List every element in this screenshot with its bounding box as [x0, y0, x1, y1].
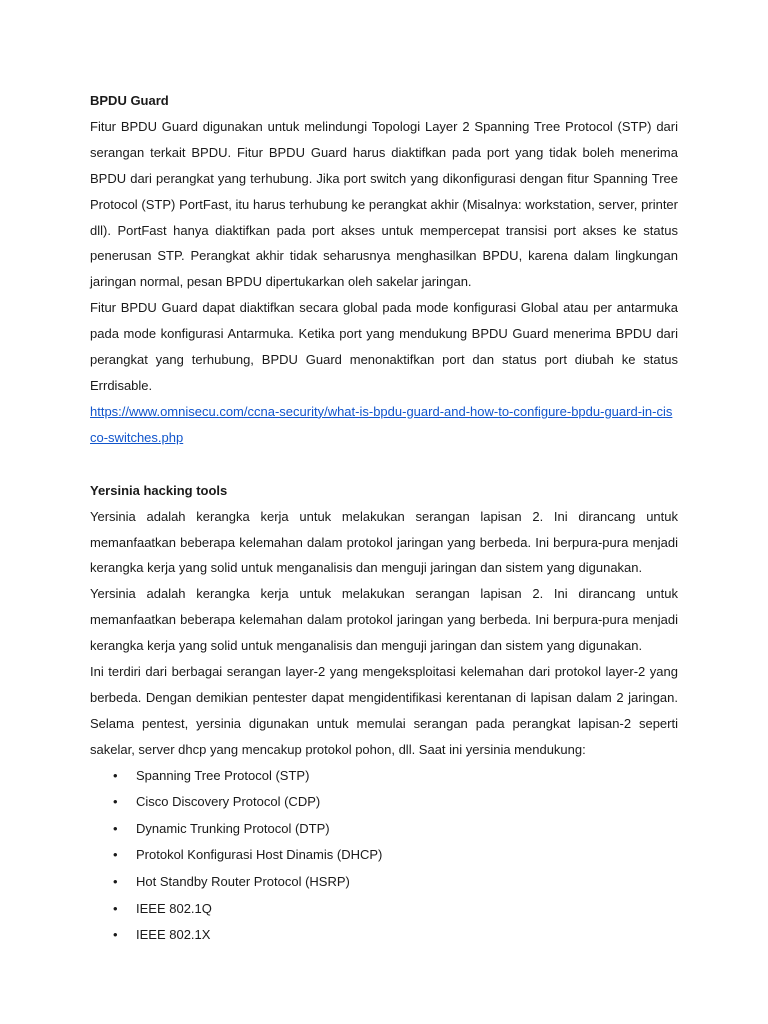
list-item	[90, 842, 678, 869]
protocol-list	[90, 763, 678, 949]
paragraph: Yersinia adalah kerangka kerja untuk melakukan serangan lapisan 2. Ini dirancang untuk memanfaatkan beberapa kelemahan dalam protokol jaringan yang berbeda. Ini berpura-pura menjadi kerangka kerja yang solid untuk menganalisis dan menguji jaringan dan sistem yang digunakan.	[90, 586, 678, 654]
section-heading-yersinia: Yersinia hacking tools	[90, 482, 228, 498]
list-item-text: IEEE 802.1X	[136, 927, 211, 943]
bullet-icon: •	[113, 820, 118, 836]
paragraph: Ini terdiri dari berbagai serangan layer-2 yang mengeksploitasi kelemahan dari protokol layer-2 yang berbeda. Dengan demikian pentester dapat mengidentifikasi kerentanan di lapisan dalam 2 jaringan. Selama pentest, yersinia digunakan untuk memulai serangan pada perangkat lapisan-2 seperti sakelar, server dhcp yang mencakup protokol pohon, dll. Saat ini yersinia mendukung:	[90, 664, 678, 757]
bullet-icon: •	[113, 874, 118, 890]
bullet-icon: •	[113, 927, 118, 943]
list-item-text: Spanning Tree Protocol (STP)	[136, 767, 310, 783]
section-heading-bpdu-guard: BPDU Guard	[90, 93, 169, 108]
blank-line	[90, 451, 678, 478]
list-item-text: IEEE 802.1Q	[136, 900, 212, 916]
list-item-text: Protokol Konfigurasi Host Dinamis (DHCP)	[136, 847, 383, 863]
list-item	[90, 869, 678, 896]
reference-link[interactable]: https://www.omnisecu.com/ccna-security/what-is-bpdu-guard-and-how-to-configure-bpdu-guard-in-cisco-switches.php	[90, 403, 673, 445]
document-page	[90, 88, 678, 949]
paragraph: Yersinia adalah kerangka kerja untuk melakukan serangan lapisan 2. Ini dirancang untuk memanfaatkan beberapa kelemahan dalam protokol jaringan yang berbeda. Ini berpura-pura menjadi kerangka kerja yang solid untuk menganalisis dan menguji jaringan dan sistem yang digunakan.	[90, 508, 678, 576]
list-item	[90, 763, 678, 790]
bullet-icon: •	[113, 767, 118, 783]
list-item-text: Hot Standby Router Protocol (HSRP)	[136, 874, 350, 890]
list-item	[90, 789, 678, 816]
bullet-icon: •	[113, 900, 118, 916]
paragraph: Fitur BPDU Guard digunakan untuk melindungi Topologi Layer 2 Spanning Tree Protocol (STP) dari serangan terkait BPDU. Fitur BPDU Guard harus diaktifkan pada port yang tidak boleh menerima BPDU dari perangkat yang terhubung. Jika port switch yang dikonfigurasi dengan fitur Spanning Tree Protocol (STP) PortFast, itu harus terhubung ke perangkat akhir (Misalnya: workstation, server, printer dll). PortFast hanya diaktifkan pada port akses untuk mempercepat transisi port akses ke status penerusan STP. Perangkat akhir tidak seharusnya menghasilkan BPDU, karena dalam lingkungan jaringan normal, pesan BPDU dipertukarkan oleh sakelar jaringan.	[90, 118, 678, 290]
list-item	[90, 922, 678, 949]
list-item	[90, 896, 678, 923]
bullet-icon: •	[113, 794, 118, 810]
bullet-icon: •	[113, 847, 118, 863]
paragraph: Fitur BPDU Guard dapat diaktifkan secara global pada mode konfigurasi Global atau per antarmuka pada mode konfigurasi Antarmuka. Ketika port yang mendukung BPDU Guard menerima BPDU dari perangkat yang terhubung, BPDU Guard menonaktifkan port dan status port diubah ke status Errdisable.	[90, 300, 678, 393]
list-item-text: Cisco Discovery Protocol (CDP)	[136, 794, 321, 810]
list-item	[90, 816, 678, 843]
list-item-text: Dynamic Trunking Protocol (DTP)	[136, 820, 330, 836]
